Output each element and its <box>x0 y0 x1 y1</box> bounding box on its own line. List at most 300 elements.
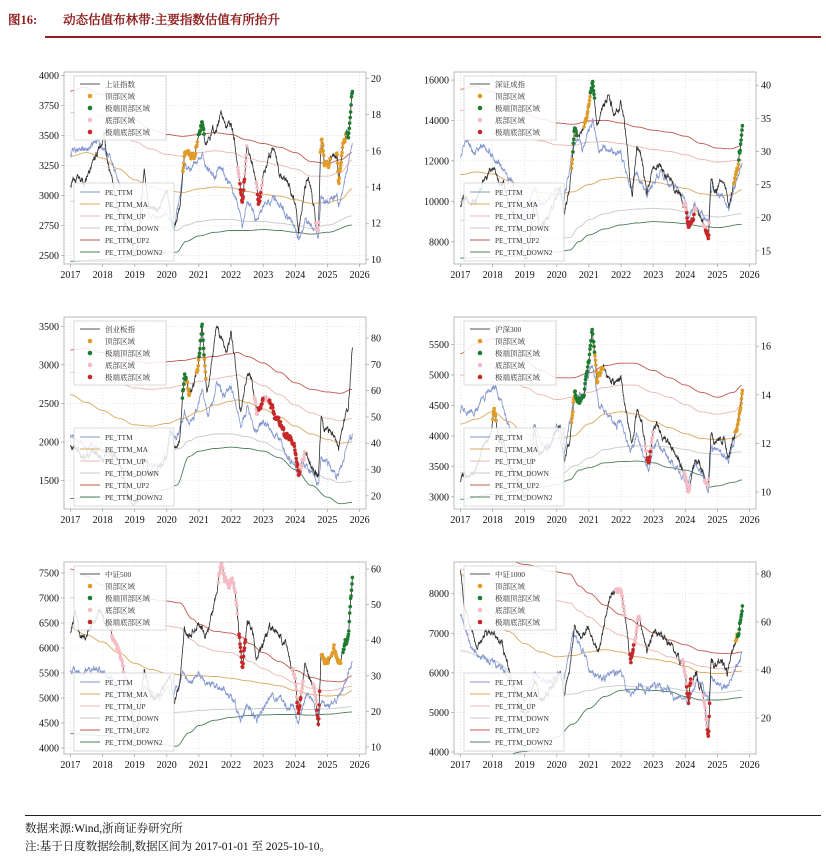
extreme-bottom-marker <box>689 677 693 681</box>
bottom-marker <box>707 221 711 225</box>
x-axis <box>450 509 759 526</box>
right-axis-tick-label: 60 <box>371 386 381 398</box>
legend-index-name: 中证500 <box>105 570 132 579</box>
footer-note: 注:基于日度数据绘制,数据区间为 2017-01-01 至 2025-10-10。 <box>25 841 332 853</box>
bottom-marker <box>688 487 692 491</box>
extreme-top-marker <box>199 129 203 133</box>
bottom-marker <box>704 711 708 715</box>
extreme-bottom-marker <box>272 412 276 416</box>
extreme-top-marker <box>184 376 188 380</box>
top-marker <box>586 110 590 114</box>
top-marker <box>339 661 343 665</box>
extreme-top-marker <box>586 369 590 373</box>
extreme-top-marker <box>350 95 354 99</box>
x-axis-tick-label: 2019 <box>124 270 145 281</box>
extreme-bottom-marker <box>258 195 262 199</box>
extreme-top-marker <box>583 387 587 391</box>
left-axis-tick-label: 5500 <box>429 339 449 351</box>
extreme-bottom-marker <box>687 696 691 700</box>
right-axis <box>366 74 381 266</box>
right-axis-tick-label: 80 <box>371 333 381 345</box>
legend-pe-ttm-down2-label: PE_TTM_DOWN2 <box>105 738 163 747</box>
extreme-top-marker <box>347 132 351 136</box>
right-axis-tick-label: 20 <box>371 73 381 85</box>
extreme-top-marker <box>586 365 590 369</box>
extreme-top-marker <box>571 150 575 154</box>
legend-pe-ttm-up-label: PE_TTM_UP <box>495 702 536 711</box>
right-axis-tick-label: 18 <box>371 110 381 122</box>
legend-extreme-top-label: 极端顶部区域 <box>105 104 150 113</box>
extreme-bottom-marker <box>277 416 281 420</box>
bottom-marker <box>623 613 627 617</box>
extreme-bottom-marker <box>318 690 322 694</box>
extreme-top-marker <box>590 328 594 332</box>
extreme-bottom-marker <box>317 717 321 721</box>
extreme-bottom-marker <box>279 420 283 424</box>
extreme-bottom-marker <box>632 643 636 647</box>
bottom-marker <box>120 660 124 664</box>
top-marker <box>322 154 326 158</box>
bottom-marker <box>303 450 307 454</box>
bottom-marker <box>294 677 298 681</box>
legend-extreme-top-label: 极端顶部区域 <box>105 349 150 358</box>
extreme-bottom-marker <box>317 703 321 707</box>
bottom-marker <box>644 445 648 449</box>
left-axis-tick-label: 2500 <box>39 251 59 263</box>
x-axis-tick-label: 2024 <box>675 760 696 771</box>
extreme-top-marker <box>348 121 352 125</box>
bottom-marker <box>231 577 235 581</box>
legend-extreme-bottom-label: 极端底部区域 <box>495 618 540 627</box>
left-axis-tick-label: 5000 <box>429 370 449 382</box>
extreme-top-marker <box>588 353 592 357</box>
extreme-top-marker <box>348 116 352 120</box>
bottom-marker <box>622 604 626 608</box>
left-axis-tick-label: 10000 <box>424 196 449 208</box>
x-axis-tick-label: 2022 <box>221 515 242 526</box>
bottom-marker <box>622 609 626 613</box>
bottom-marker <box>683 670 687 674</box>
extreme-top-marker <box>592 92 596 96</box>
extreme-top-marker <box>589 344 593 348</box>
legend-pe-lines <box>464 183 564 261</box>
left-axis-tick-label: 4000 <box>429 747 449 759</box>
legend-markers <box>464 321 556 385</box>
left-axis-tick-label: 2500 <box>39 398 59 410</box>
legend-pe-ttm-up2-label: PE_TTM_UP2 <box>495 726 540 735</box>
right-axis-tick-label: 40 <box>371 438 381 450</box>
bottom-marker <box>703 706 707 710</box>
x-axis-tick-label: 2021 <box>188 760 209 771</box>
legend-pe-ttm-ma-label: PE_TTM_MA <box>105 200 148 209</box>
extreme-top-marker <box>183 372 187 376</box>
extreme-top-marker <box>740 133 744 137</box>
x-axis-tick-label: 2026 <box>739 760 760 771</box>
left-axis-tick-label: 3000 <box>39 191 59 203</box>
extreme-bottom-marker <box>685 685 689 689</box>
top-marker <box>195 144 199 148</box>
bottom-marker <box>621 595 625 599</box>
bottom-marker <box>707 484 711 488</box>
top-marker <box>321 144 325 148</box>
legend-index-name: 中证1000 <box>495 570 525 579</box>
legend-top-label: 顶部区域 <box>495 582 525 591</box>
right-axis-tick-label: 35 <box>761 113 771 125</box>
x-axis-tick-label: 2018 <box>482 760 503 771</box>
x-axis-tick-label: 2025 <box>317 270 338 281</box>
extreme-top-marker <box>182 388 186 392</box>
top-marker <box>196 140 200 144</box>
bottom-marker <box>221 567 225 571</box>
legend-pe-ttm-down2-label: PE_TTM_DOWN2 <box>105 493 163 502</box>
bottom-marker <box>236 169 240 173</box>
x-axis-tick-label: 2020 <box>546 760 567 771</box>
top-marker <box>594 359 598 363</box>
top-marker <box>587 102 591 106</box>
extreme-top-marker <box>738 149 742 153</box>
x-axis-tick-label: 2026 <box>349 515 370 526</box>
top-marker <box>339 167 343 171</box>
left-axis-tick-label: 5000 <box>429 707 449 719</box>
bottom-marker <box>638 618 642 622</box>
extreme-top-marker <box>198 347 202 351</box>
top-marker <box>328 161 332 165</box>
bottom-marker <box>300 463 304 467</box>
subplot-sse-composite <box>24 64 420 300</box>
top-marker <box>188 392 192 396</box>
right-axis-tick-label: 30 <box>371 465 381 476</box>
top-marker <box>321 653 325 657</box>
left-axis <box>39 569 64 755</box>
extreme-bottom-marker <box>282 427 286 431</box>
x-axis-tick-label: 2023 <box>253 760 274 771</box>
subplot-csi-500 <box>24 554 420 790</box>
right-axis-tick-label: 20 <box>371 491 381 503</box>
legend-extreme-bottom-label: 极端底部区域 <box>105 618 150 627</box>
extreme-top-marker <box>738 627 742 631</box>
top-marker <box>588 99 592 103</box>
top-marker <box>204 370 208 374</box>
x-axis-tick-label: 2020 <box>156 515 177 526</box>
extreme-top-marker <box>741 124 745 128</box>
left-axis-tick-label: 2000 <box>39 437 59 449</box>
extreme-bottom-marker <box>243 646 247 650</box>
bottom-marker <box>314 698 318 702</box>
bottom-marker <box>261 178 265 182</box>
x-axis <box>60 509 369 526</box>
extreme-bottom-marker <box>239 650 243 654</box>
bottom-marker <box>121 664 125 668</box>
top-marker <box>601 367 605 371</box>
bottom-marker <box>312 685 316 689</box>
legend-top-label: 顶部区域 <box>105 337 135 346</box>
top-marker <box>571 410 575 414</box>
right-axis-tick-label: 10 <box>371 255 381 266</box>
right-axis-tick-label: 15 <box>761 246 771 258</box>
x-axis-tick-label: 2026 <box>739 515 760 526</box>
bottom-marker <box>217 581 221 585</box>
chart-canvas-csi-1000 <box>414 554 810 790</box>
right-axis-tick-label: 20 <box>371 706 381 718</box>
left-axis-tick-label: 8000 <box>429 237 449 249</box>
legend-index-name: 沪深300 <box>495 325 522 334</box>
chart-canvas-csi-300 <box>414 309 810 545</box>
left-axis-tick-label: 3000 <box>39 360 59 372</box>
left-axis <box>429 589 454 758</box>
extreme-bottom-marker <box>271 406 275 410</box>
legend-pe-ttm-label: PE_TTM <box>105 678 133 687</box>
top-marker <box>737 163 741 167</box>
legend-pe-lines <box>464 673 564 751</box>
legend-extreme-bottom-label: 极端底部区域 <box>105 128 150 137</box>
extreme-top-marker <box>739 138 743 142</box>
x-axis-tick-label: 2024 <box>675 515 696 526</box>
bottom-marker <box>291 667 295 671</box>
extreme-top-marker <box>342 648 346 652</box>
legend-bottom-label: 底部区域 <box>495 116 525 125</box>
extreme-bottom-marker <box>298 470 302 474</box>
legend-pe-lines <box>74 673 174 751</box>
top-marker <box>326 661 330 665</box>
top-marker <box>320 138 324 142</box>
top-marker <box>196 364 200 368</box>
left-axis-tick-label: 16000 <box>424 75 449 87</box>
top-marker <box>182 162 186 166</box>
top-marker <box>327 166 331 170</box>
x-axis-tick-label: 2025 <box>317 760 338 771</box>
extreme-top-marker <box>591 84 595 88</box>
x-axis <box>450 264 759 281</box>
top-marker <box>740 392 744 396</box>
legend-pe-ttm-down-label: PE_TTM_DOWN <box>495 714 549 723</box>
top-marker <box>336 161 340 165</box>
left-axis-tick-label: 12000 <box>424 156 449 168</box>
extreme-top-marker <box>592 340 596 344</box>
x-axis-tick-label: 2024 <box>285 760 306 771</box>
bottom-marker <box>294 683 298 687</box>
bottom-marker <box>705 724 709 728</box>
extreme-top-marker <box>202 132 206 136</box>
extreme-bottom-marker <box>242 188 246 192</box>
legend-pe-ttm-up-label: PE_TTM_UP <box>495 212 536 221</box>
extreme-bottom-marker <box>243 178 247 182</box>
left-axis <box>39 322 64 487</box>
legend-pe-ttm-label: PE_TTM <box>105 188 133 197</box>
x-axis-tick-label: 2017 <box>450 515 471 526</box>
top-marker <box>187 388 191 392</box>
legend-markers <box>74 76 166 140</box>
right-axis-tick-label: 10 <box>761 487 771 499</box>
right-axis-tick-label: 12 <box>371 218 381 230</box>
extreme-top-marker <box>737 158 741 162</box>
legend-markers <box>464 76 556 140</box>
top-marker <box>494 414 498 418</box>
left-axis-tick-label: 3500 <box>39 321 59 333</box>
x-axis-tick-label: 2026 <box>349 760 370 771</box>
extreme-bottom-marker <box>317 723 321 727</box>
bottom-marker <box>255 186 259 190</box>
legend-index-name: 创业板指 <box>105 325 135 334</box>
top-marker <box>340 154 344 158</box>
extreme-bottom-marker <box>258 199 262 203</box>
top-marker <box>571 413 575 417</box>
extreme-top-marker <box>739 142 743 146</box>
x-axis-tick-label: 2020 <box>546 270 567 281</box>
legend-extreme-top-label: 极端顶部区域 <box>495 349 540 358</box>
x-axis-tick-label: 2022 <box>611 760 632 771</box>
bottom-marker <box>313 690 317 694</box>
extreme-top-marker <box>591 332 595 336</box>
legend-extreme-bottom-label: 极端底部区域 <box>105 373 150 382</box>
subplot-szse-component <box>414 64 810 300</box>
subplot-csi-300 <box>414 309 810 545</box>
extreme-bottom-marker <box>692 213 696 217</box>
right-axis-tick-label: 20 <box>761 713 771 725</box>
chart-canvas-chinext <box>24 309 420 545</box>
bottom-marker <box>317 229 321 233</box>
legend-markers <box>464 566 556 630</box>
legend-pe-ttm-down-label: PE_TTM_DOWN <box>105 469 159 478</box>
legend-markers <box>74 566 166 630</box>
extreme-bottom-marker <box>298 704 302 708</box>
x-axis-tick-label: 2020 <box>546 515 567 526</box>
x-axis-tick-label: 2026 <box>739 270 760 281</box>
x-axis <box>450 754 759 771</box>
x-axis-tick-label: 2019 <box>124 515 145 526</box>
top-marker <box>737 417 741 421</box>
bottom-marker <box>620 590 624 594</box>
legend-pe-lines <box>74 428 174 506</box>
legend-extreme-top-label: 极端顶部区域 <box>495 104 540 113</box>
extreme-top-marker <box>347 629 351 633</box>
bottom-marker <box>682 662 686 666</box>
right-axis-tick-label: 60 <box>761 617 771 629</box>
extreme-bottom-marker <box>238 642 242 646</box>
legend-pe-ttm-ma-label: PE_TTM_MA <box>105 690 148 699</box>
right-axis-tick-label: 14 <box>761 390 771 402</box>
right-axis-tick-label: 80 <box>761 569 771 581</box>
extreme-bottom-marker <box>316 713 320 717</box>
top-marker <box>599 371 603 375</box>
x-axis-tick-label: 2018 <box>92 270 113 281</box>
legend-index-name: 上证指数 <box>105 80 135 89</box>
x-axis <box>60 264 369 281</box>
x-axis-tick-label: 2022 <box>221 270 242 281</box>
top-marker <box>335 153 339 157</box>
x-axis-tick-label: 2019 <box>124 760 145 771</box>
extreme-bottom-marker <box>648 455 652 459</box>
top-marker <box>582 125 586 129</box>
legend-top-label: 顶部区域 <box>105 92 135 101</box>
figure-footer <box>25 820 331 856</box>
x-axis-tick-label: 2018 <box>92 515 113 526</box>
right-axis-tick-label: 60 <box>371 564 381 576</box>
bottom-marker <box>682 666 686 670</box>
extreme-top-marker <box>350 582 354 586</box>
right-axis <box>366 334 381 503</box>
legend-pe-ttm-label: PE_TTM <box>495 188 523 197</box>
x-axis-tick-label: 2020 <box>156 270 177 281</box>
legend-pe-ttm-label: PE_TTM <box>495 678 523 687</box>
bottom-marker <box>303 454 307 458</box>
left-axis-tick-label: 4000 <box>39 71 59 83</box>
bottom-marker <box>295 695 299 699</box>
extreme-bottom-marker <box>244 638 248 642</box>
extreme-bottom-marker <box>692 218 696 222</box>
subplot-csi-1000 <box>414 554 810 790</box>
bottom-marker <box>222 572 226 576</box>
x-axis-tick-label: 2019 <box>514 270 535 281</box>
extreme-bottom-marker <box>631 648 635 652</box>
top-marker <box>322 656 326 660</box>
bottom-marker <box>244 165 248 169</box>
bottom-marker <box>235 604 239 608</box>
extreme-top-marker <box>181 396 185 400</box>
extreme-bottom-marker <box>685 216 689 220</box>
legend-index-name: 深证成指 <box>495 80 525 89</box>
top-marker <box>596 380 600 384</box>
extreme-bottom-marker <box>688 692 692 696</box>
top-marker <box>736 422 740 426</box>
x-axis-tick-label: 2020 <box>156 760 177 771</box>
extreme-top-marker <box>349 103 353 107</box>
left-axis <box>424 76 454 249</box>
right-axis-tick-label: 50 <box>371 600 381 612</box>
right-axis-tick-label: 70 <box>371 359 381 371</box>
extreme-bottom-marker <box>299 696 303 700</box>
bottom-marker <box>234 599 238 603</box>
legend-bottom-label: 底部区域 <box>495 361 525 370</box>
extreme-top-marker <box>591 80 595 84</box>
legend-pe-ttm-up-label: PE_TTM_UP <box>105 457 146 466</box>
legend-pe-ttm-ma-label: PE_TTM_MA <box>495 200 538 209</box>
extreme-bottom-marker <box>260 402 264 406</box>
extreme-bottom-marker <box>259 191 263 195</box>
x-axis-tick-label: 2021 <box>578 515 599 526</box>
legend-pe-ttm-down-label: PE_TTM_DOWN <box>105 714 159 723</box>
bottom-marker <box>702 694 706 698</box>
extreme-top-marker <box>741 604 745 608</box>
legend-top-label: 顶部区域 <box>495 337 525 346</box>
left-axis-tick-label: 5500 <box>39 668 59 680</box>
top-marker <box>494 419 498 423</box>
right-axis-tick-label: 12 <box>761 438 771 450</box>
bottom-marker <box>254 402 258 406</box>
extreme-top-marker <box>197 355 201 359</box>
extreme-bottom-marker <box>689 681 693 685</box>
x-axis-tick-label: 2024 <box>285 270 306 281</box>
top-marker <box>492 407 496 411</box>
legend-extreme-bottom-label: 极端底部区域 <box>495 128 540 137</box>
left-axis-tick-label: 3500 <box>429 461 449 473</box>
extreme-top-marker <box>573 389 577 393</box>
extreme-top-marker <box>740 128 744 132</box>
top-marker <box>739 401 743 405</box>
extreme-bottom-marker <box>238 182 242 186</box>
extreme-bottom-marker <box>296 463 300 467</box>
legend-pe-ttm-up-label: PE_TTM_UP <box>105 702 146 711</box>
x-axis-tick-label: 2021 <box>188 270 209 281</box>
legend-pe-ttm-up2-label: PE_TTM_UP2 <box>105 481 150 490</box>
extreme-bottom-marker <box>629 661 633 665</box>
right-axis <box>756 342 771 499</box>
bottom-marker <box>232 582 236 586</box>
x-axis-tick-label: 2019 <box>514 760 535 771</box>
x-axis-tick-label: 2017 <box>450 760 471 771</box>
legend-extreme-top-label: 极端顶部区域 <box>105 594 150 603</box>
x-axis-tick-label: 2019 <box>514 515 535 526</box>
bottom-marker <box>245 144 249 148</box>
